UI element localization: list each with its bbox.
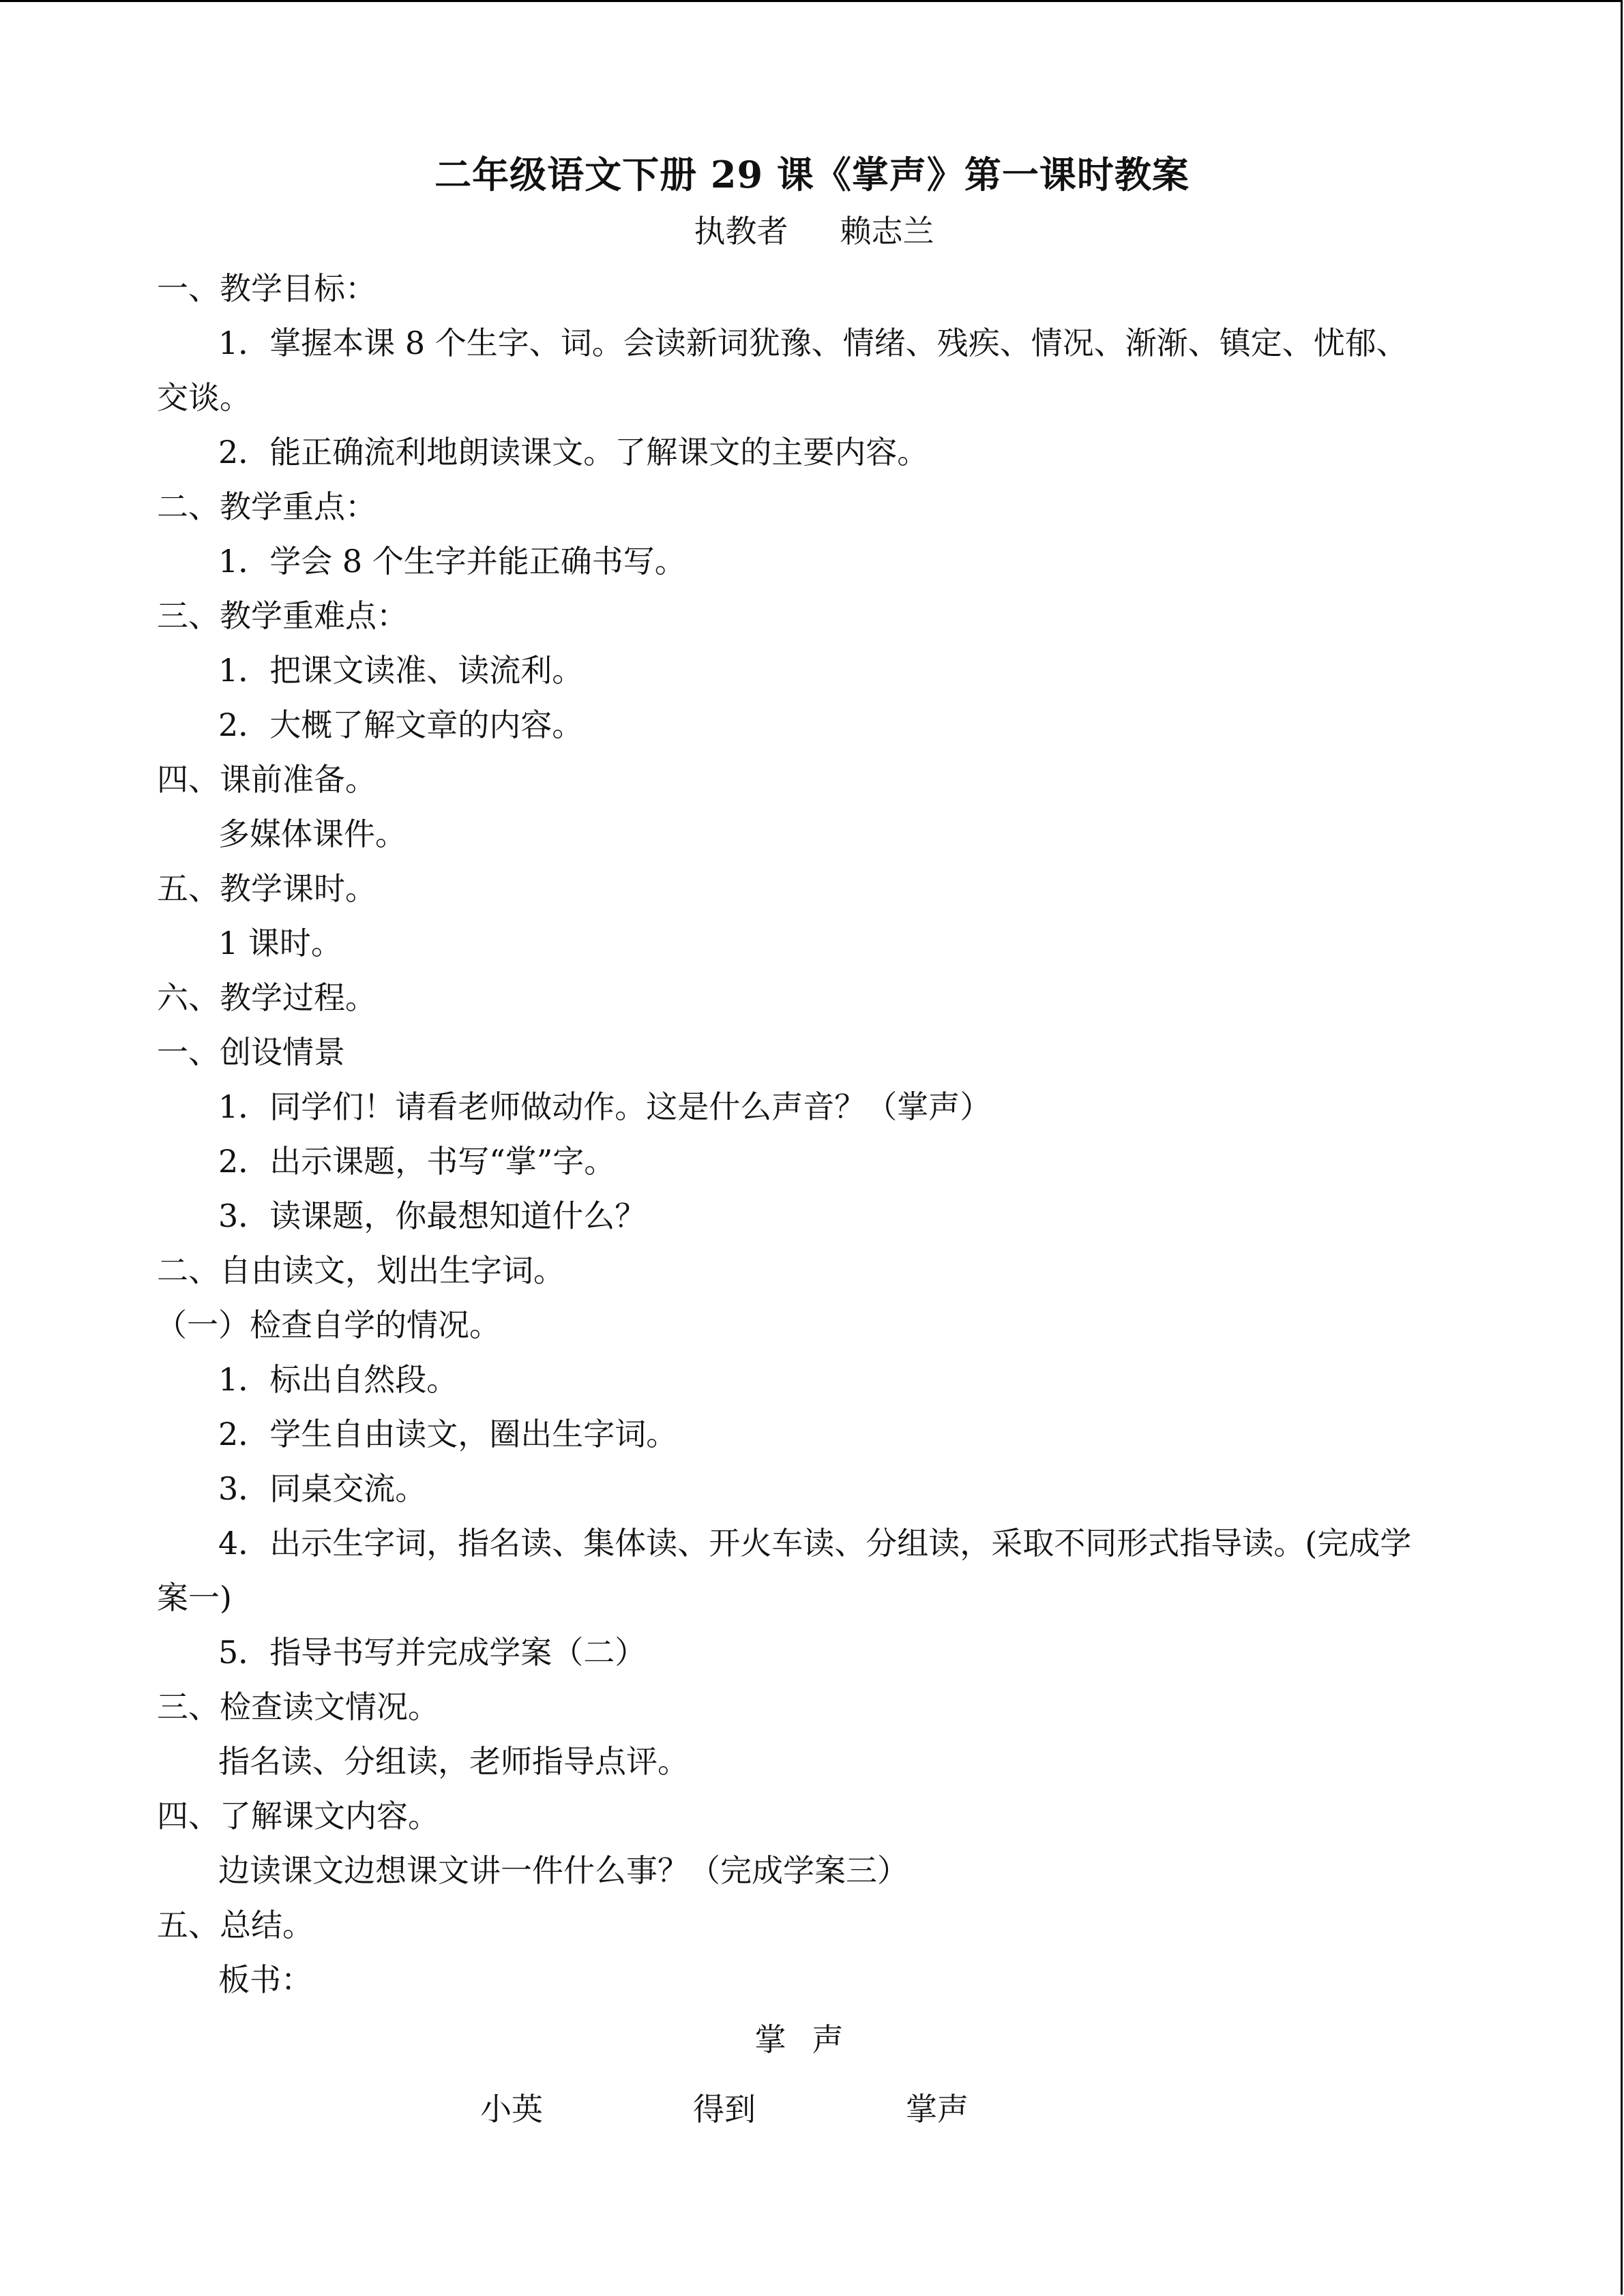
paragraph-line: 边读课文边想课文讲一件什么事？（完成学案三） [218, 1852, 909, 1889]
section-heading: 二、自由读文，划出生字词。 [157, 1252, 565, 1289]
paragraph-line: 多媒体课件。 [218, 816, 407, 852]
paragraph-line: 指名读、分组读，老师指导点评。 [218, 1743, 689, 1780]
section-heading: 三、教学重难点： [157, 597, 408, 634]
paragraph-line: 4．出示生字词，指名读、集体读、开火车读、分组读，采取不同形式指导读。(完成学 [218, 1525, 1412, 1562]
section-heading: 三、检查读文情况。 [157, 1688, 439, 1725]
paragraph-line: 1．标出自然段。 [218, 1361, 458, 1398]
section-heading: 一、教学目标： [157, 270, 377, 307]
paragraph-line: 1．掌握本课 8 个生字、词。会读新词犹豫、情绪、残疾、情况、渐渐、镇定、忧郁、 [218, 325, 1408, 361]
author-line [0, 206, 1624, 256]
section-heading: 一、创设情景 [157, 1034, 345, 1071]
author-label: 执教者 [694, 213, 788, 250]
section-heading: 四、课前准备。 [157, 761, 377, 798]
paragraph-line: 2．出示课题，书写“掌”字。 [218, 1143, 616, 1180]
paragraph-line: 1 课时。 [218, 925, 342, 961]
board-word: 得到 [693, 2091, 756, 2128]
paragraph-line: 1．学会 8 个生字并能正确书写。 [218, 543, 686, 580]
paragraph-line: 3．同桌交流。 [218, 1470, 427, 1507]
paragraph-line: 交谈。 [157, 379, 251, 416]
section-heading: 五、总结。 [157, 1907, 314, 1943]
section-heading: 二、教学重点： [157, 488, 377, 525]
board-word: 小英 [480, 2091, 543, 2128]
section-heading: 五、教学课时。 [157, 870, 377, 907]
author-name: 赖志兰 [840, 213, 934, 250]
paragraph-line: 2．能正确流利地朗读课文。了解课文的主要内容。 [218, 434, 929, 471]
subsection-heading: （一）检查自学的情况。 [156, 1307, 501, 1343]
section-heading: 四、了解课文内容。 [157, 1798, 439, 1834]
document-title: 二年级语文下册 29 课《掌声》第一课时教案 [434, 153, 1190, 196]
board-title: 掌声 [754, 2021, 870, 2058]
paragraph-line: 3．读课题，你最想知道什么？ [218, 1197, 647, 1234]
section-heading: 六、教学过程。 [157, 979, 377, 1016]
board-word: 掌声 [906, 2091, 969, 2128]
paragraph-line: 板书： [218, 1961, 312, 1998]
paragraph-line: 1．把课文读准、读流利。 [218, 652, 584, 689]
paragraph-line: 1．同学们！请看老师做动作。这是什么声音？（掌声） [218, 1088, 992, 1125]
paragraph-line: 2．学生自由读文，圈出生字词。 [218, 1416, 678, 1452]
paragraph-line: 案一) [157, 1579, 232, 1616]
paragraph-line: 5．指导书写并完成学案（二） [218, 1634, 647, 1671]
paragraph-line: 2．大概了解文章的内容。 [218, 706, 584, 743]
